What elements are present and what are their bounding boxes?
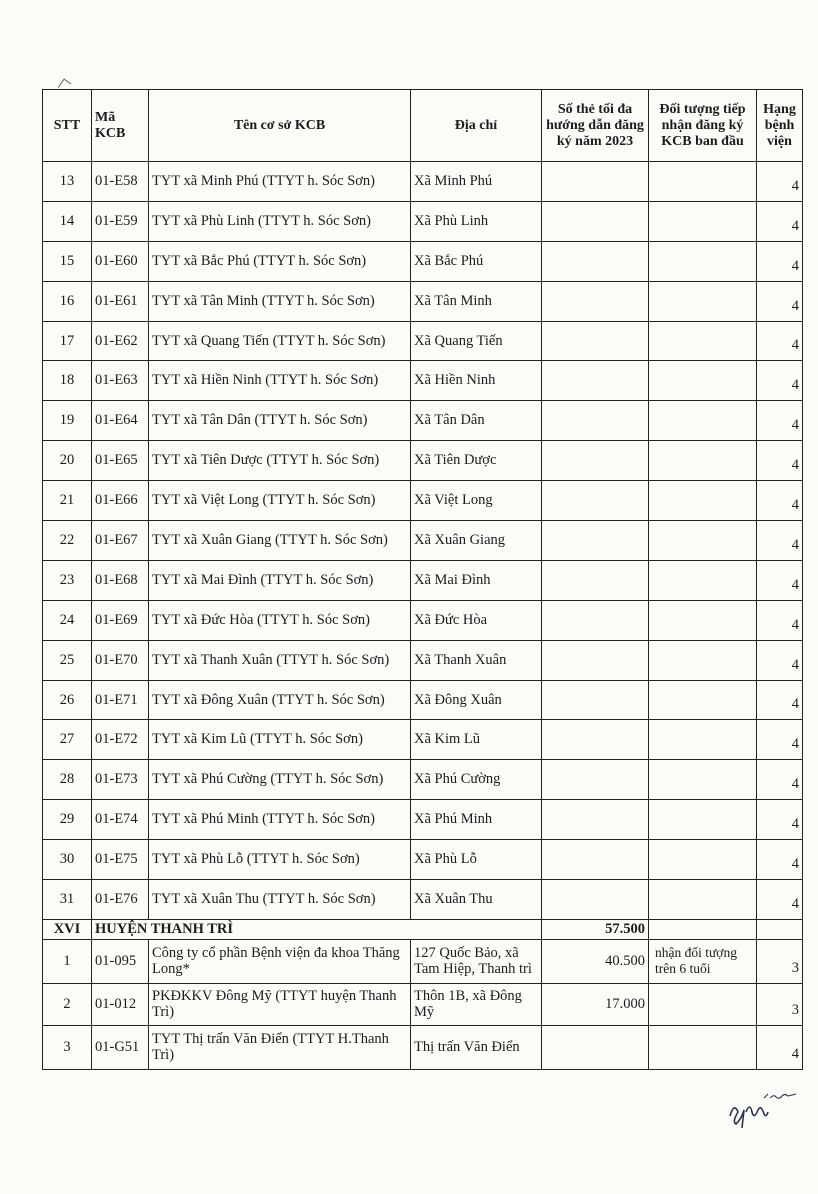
section-row [43,919,803,939]
facility-table [42,89,803,1070]
cell-so-the [542,162,649,202]
cell-hang: 4 [757,481,803,521]
section-stt: XVI [43,919,92,939]
cell-hang: 4 [757,800,803,840]
cell-so-the [542,640,649,680]
cell-doi-tuong [649,600,757,640]
cell-so-the: 17.000 [542,983,649,1025]
cell-ten: TYT xã Đông Xuân (TTYT h. Sóc Sơn) [149,680,411,720]
cell-so-the [542,720,649,760]
section-title: HUYỆN THANH TRÌ [92,919,542,939]
cell-hang: 4 [757,680,803,720]
section-so-the: 57.500 [542,919,649,939]
cell-ten: TYT xã Thanh Xuân (TTYT h. Sóc Sơn) [149,640,411,680]
cell-dia-chi: Xã Việt Long [411,481,542,521]
cell-stt: 1 [43,939,92,983]
cell-ten: TYT xã Tân Dân (TTYT h. Sóc Sơn) [149,401,411,441]
cell-ten: TYT xã Minh Phú (TTYT h. Sóc Sơn) [149,162,411,202]
cell-ten: TYT xã Mai Đình (TTYT h. Sóc Sơn) [149,560,411,600]
cell-hang: 4 [757,560,803,600]
cell-so-the [542,321,649,361]
cell-dia-chi: Xã Phú Minh [411,800,542,840]
cell-ten: TYT xã Tiên Dược (TTYT h. Sóc Sơn) [149,441,411,481]
cell-ma-kcb: 01-E62 [92,321,149,361]
cell-doi-tuong [649,800,757,840]
cell-dia-chi: Xã Xuân Thu [411,880,542,920]
cell-stt: 13 [43,162,92,202]
cell-so-the [542,281,649,321]
cell-stt: 16 [43,281,92,321]
cell-stt: 14 [43,201,92,241]
cell-hang: 4 [757,241,803,281]
cell-stt: 2 [43,983,92,1025]
cell-hang: 4 [757,760,803,800]
signature-mark [724,1090,814,1130]
cell-hang: 4 [757,441,803,481]
cell-doi-tuong [649,760,757,800]
cell-stt: 23 [43,560,92,600]
cell-doi-tuong [649,441,757,481]
cell-doi-tuong [649,840,757,880]
cell-hang: 4 [757,880,803,920]
cell-ma-kcb: 01-E66 [92,481,149,521]
cell-ma-kcb: 01-E73 [92,760,149,800]
table-row [43,720,803,760]
cell-stt: 20 [43,441,92,481]
section-doi-tuong [649,919,757,939]
header-ma-kcb: Mã KCB [92,90,149,162]
cell-hang: 4 [757,201,803,241]
cell-ma-kcb: 01-E65 [92,441,149,481]
cell-dia-chi: Xã Mai Đình [411,560,542,600]
table-row [43,880,803,920]
cell-dia-chi: Xã Tiên Dược [411,441,542,481]
cell-ten: TYT xã Phú Cường (TTYT h. Sóc Sơn) [149,760,411,800]
cell-so-the [542,1025,649,1069]
cell-hang: 4 [757,401,803,441]
cell-dia-chi: Xã Tân Dân [411,401,542,441]
cell-so-the [542,760,649,800]
cell-doi-tuong [649,162,757,202]
cell-stt: 27 [43,720,92,760]
cell-ten: TYT xã Quang Tiến (TTYT h. Sóc Sơn) [149,321,411,361]
cell-doi-tuong [649,241,757,281]
cell-ma-kcb: 01-012 [92,983,149,1025]
cell-ten: TYT xã Tân Minh (TTYT h. Sóc Sơn) [149,281,411,321]
cell-doi-tuong [649,720,757,760]
cell-dia-chi: Xã Phú Cường [411,760,542,800]
cell-doi-tuong [649,281,757,321]
cell-hang: 4 [757,600,803,640]
cell-ten: Công ty cổ phần Bệnh viện đa khoa Thăng Long* [149,939,411,983]
cell-so-the [542,441,649,481]
header-dia-chi: Địa chỉ [411,90,542,162]
cell-doi-tuong [649,880,757,920]
cell-stt: 28 [43,760,92,800]
cell-ma-kcb: 01-E60 [92,241,149,281]
cell-so-the [542,560,649,600]
cell-so-the [542,521,649,561]
cell-dia-chi: Xã Bắc Phú [411,241,542,281]
cell-ten: PKĐKKV Đông Mỹ (TTYT huyện Thanh Trì) [149,983,411,1025]
cell-ma-kcb: 01-E68 [92,560,149,600]
cell-doi-tuong [649,1025,757,1069]
section-hang [757,919,803,939]
table-row [43,760,803,800]
cell-ma-kcb: 01-E63 [92,361,149,401]
cell-so-the [542,880,649,920]
cell-doi-tuong: nhận đối tượng trên 6 tuổi [649,939,757,983]
cell-ma-kcb: 01-E59 [92,201,149,241]
cell-doi-tuong [649,401,757,441]
cell-ten: TYT xã Hiền Ninh (TTYT h. Sóc Sơn) [149,361,411,401]
cell-dia-chi: Thôn 1B, xã Đông Mỹ [411,983,542,1025]
cell-ten: TYT xã Bắc Phú (TTYT h. Sóc Sơn) [149,241,411,281]
cell-stt: 22 [43,521,92,561]
cell-ma-kcb: 01-E64 [92,401,149,441]
cell-ma-kcb: 01-E76 [92,880,149,920]
cell-hang: 4 [757,281,803,321]
table-row [43,441,803,481]
table-row [43,600,803,640]
cell-doi-tuong [649,481,757,521]
cell-so-the [542,401,649,441]
header-hang: Hạng bệnh viện [757,90,803,162]
cell-stt: 17 [43,321,92,361]
cell-ten: TYT Thị trấn Văn Điển (TTYT H.Thanh Trì) [149,1025,411,1069]
cell-so-the [542,800,649,840]
cell-ten: TYT xã Đức Hòa (TTYT h. Sóc Sơn) [149,600,411,640]
cell-ma-kcb: 01-E74 [92,800,149,840]
cell-dia-chi: Xã Thanh Xuân [411,640,542,680]
cell-stt: 31 [43,880,92,920]
cell-stt: 18 [43,361,92,401]
cell-stt: 29 [43,800,92,840]
table-row [43,800,803,840]
header-doi-tuong: Đối tượng tiếp nhận đăng ký KCB ban đầu [649,90,757,162]
cell-stt: 26 [43,680,92,720]
table-row [43,1025,803,1069]
cell-hang: 4 [757,521,803,561]
cell-dia-chi: Xã Kim Lũ [411,720,542,760]
cell-so-the [542,361,649,401]
cell-doi-tuong [649,983,757,1025]
cell-doi-tuong [649,640,757,680]
cell-stt: 3 [43,1025,92,1069]
cell-ma-kcb: 01-E72 [92,720,149,760]
cell-hang: 3 [757,983,803,1025]
cell-ma-kcb: 01-E58 [92,162,149,202]
cell-so-the [542,840,649,880]
cell-doi-tuong [649,321,757,361]
table-row [43,321,803,361]
cell-ten: TYT xã Phù Linh (TTYT h. Sóc Sơn) [149,201,411,241]
table-row [43,201,803,241]
cell-stt: 30 [43,840,92,880]
cell-ma-kcb: 01-E67 [92,521,149,561]
cell-hang: 4 [757,840,803,880]
cell-ten: TYT xã Xuân Thu (TTYT h. Sóc Sơn) [149,880,411,920]
cell-dia-chi: Xã Phù Lỗ [411,840,542,880]
cell-ma-kcb: 01-E75 [92,840,149,880]
cell-ma-kcb: 01-E69 [92,600,149,640]
cell-dia-chi: Xã Hiền Ninh [411,361,542,401]
table-row [43,361,803,401]
cell-ten: TYT xã Phù Lỗ (TTYT h. Sóc Sơn) [149,840,411,880]
table-row [43,983,803,1025]
table-row [43,680,803,720]
cell-dia-chi: Xã Phù Linh [411,201,542,241]
cell-dia-chi: Xã Đông Xuân [411,680,542,720]
header-stt: STT [43,90,92,162]
cell-ten: TYT xã Kim Lũ (TTYT h. Sóc Sơn) [149,720,411,760]
cell-doi-tuong [649,521,757,561]
cell-doi-tuong [649,361,757,401]
cell-stt: 25 [43,640,92,680]
cell-stt: 24 [43,600,92,640]
table-row [43,481,803,521]
cell-dia-chi: Xã Đức Hòa [411,600,542,640]
cell-ma-kcb: 01-E61 [92,281,149,321]
cell-ten: TYT xã Việt Long (TTYT h. Sóc Sơn) [149,481,411,521]
cell-dia-chi: Xã Quang Tiến [411,321,542,361]
cell-stt: 21 [43,481,92,521]
cell-so-the [542,600,649,640]
header-so-the: Số thẻ tối đa hướng dẫn đăng ký năm 2023 [542,90,649,162]
cell-ten: TYT xã Phú Minh (TTYT h. Sóc Sơn) [149,800,411,840]
cell-stt: 15 [43,241,92,281]
cell-doi-tuong [649,560,757,600]
table-row [43,840,803,880]
table-row [43,281,803,321]
table-header-row [43,90,803,162]
cell-ma-kcb: 01-E71 [92,680,149,720]
table-row [43,640,803,680]
cell-so-the [542,680,649,720]
table-row [43,939,803,983]
cell-dia-chi: 127 Quốc Bảo, xã Tam Hiệp, Thanh trì [411,939,542,983]
cell-so-the [542,241,649,281]
cell-so-the [542,481,649,521]
cell-hang: 4 [757,321,803,361]
header-ten: Tên cơ sở KCB [149,90,411,162]
cell-hang: 3 [757,939,803,983]
cell-so-the [542,201,649,241]
table-row [43,560,803,600]
cell-hang: 4 [757,361,803,401]
cell-hang: 4 [757,162,803,202]
cell-doi-tuong [649,680,757,720]
cell-dia-chi: Xã Tân Minh [411,281,542,321]
table-row [43,521,803,561]
cell-ma-kcb: 01-G51 [92,1025,149,1069]
table-row [43,241,803,281]
cell-doi-tuong [649,201,757,241]
cell-dia-chi: Thị trấn Văn Điển [411,1025,542,1069]
cell-hang: 4 [757,640,803,680]
cell-dia-chi: Xã Minh Phú [411,162,542,202]
table-row [43,162,803,202]
table-body [43,162,803,1070]
table-row [43,401,803,441]
cell-ma-kcb: 01-095 [92,939,149,983]
cell-stt: 19 [43,401,92,441]
cell-hang: 4 [757,1025,803,1069]
cell-ma-kcb: 01-E70 [92,640,149,680]
cell-ten: TYT xã Xuân Giang (TTYT h. Sóc Sơn) [149,521,411,561]
cell-dia-chi: Xã Xuân Giang [411,521,542,561]
cell-so-the: 40.500 [542,939,649,983]
cell-hang: 4 [757,720,803,760]
